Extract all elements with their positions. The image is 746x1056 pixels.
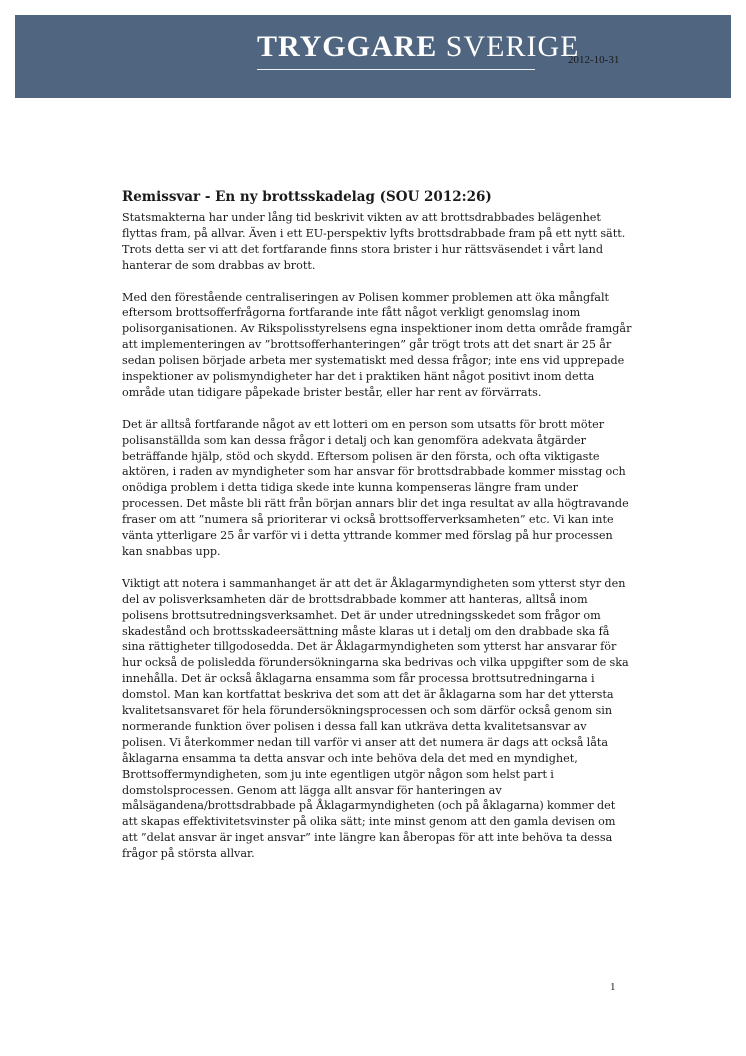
document-body xyxy=(122,189,632,878)
paragraph-2: Med den förestående centraliseringen av Polisen kommer problemen att öka mångfalt eftersom brottsofferfrågorna fortfarande inte fått något verkligt genomslag inom polisorganisationen. Av Rikspolisstyrelsens egna inspektioner inom detta område framgår att implementeringen av ”brottsofferhanteringen” går trögt trots att det snart är 25 år sedan polisen började arbeta mer systematiskt med dessa frågor; inte ens vid upprepade inspektioner av polismyndigheter har det i praktiken hänt något positivt inom detta område utan tidigare påpekade brister består, eller har rent av förvärrats. xyxy=(122,290,632,399)
document-date: 2012-10-31 xyxy=(568,54,620,66)
tryggare-sverige-logo xyxy=(257,30,579,64)
document-title: Remissvar - En ny brottsskadelag (SOU 2012:26) xyxy=(122,189,492,205)
paragraph-4: Viktigt att notera i sammanhanget är att det är Åklagarmyndigheten som ytterst styr den del av polisverksamheten där de brottsdrabbade kommer att hanteras, alltså inom polisens brottsutredningsverksamhet. Det är under utredningsskedet som frågor om skadestånd och brottsskadeersättning måste klaras ut i detalj om den drabbade ska få sina rättigheter tillgodosedda. Det är Åklagarmyndigheten som ytterst har ansvarar för hur också de polisledda förundersökningarna ska bedrivas och vilka uppgifter som de ska innehålla. Det är också åklagarna ensamma som får processa brottsutredningarna i domstol. Man kan kortfattat beskriva det som att det är åklagarna som har det yttersta kvalitetsansvaret för hela förundersökningsprocessen och som därför också genom sin normerande funktion över polisen i dessa fall kan utkräva detta kvalitetsansvar av polisen. Vi återkommer nedan till varför vi anser att det numera är dags att också låta åklagarna ensamma ta detta ansvar och inte behöva dela det med en myndighet, Brottsoffermyndigheten, som ju inte egentligen utgör någon som helst part i domstolsprocessen. Genom att lägga allt ansvar för hanteringen av målsägandena/brottsdrabbade på Åklagarmyndigheten (och på åklagarna) kommer det att skapas effektivitetsvinster på olika sätt; inte minst genom att den gamla devisen om att ”delat ansvar är inget ansvar” inte längre kan åberopas för att inte behöva ta dessa frågor på största allvar. xyxy=(122,576,629,861)
paragraph-1: Statsmakterna har under lång tid beskrivit vikten av att brottsdrabbades belägenhet flyttas fram, på allvar. Även i ett EU-perspektiv lyfts brottsdrabbade fram på ett nytt sätt. Trots detta ser vi att det fortfarande finns stora brister i hur rättsväsendet i vårt land hanterar de som drabbas av brott. xyxy=(122,211,626,272)
logo-word-sverige: SVERIGE xyxy=(445,30,580,63)
logo-underline xyxy=(257,69,535,70)
logo-word-tryggare: TRYGGARE xyxy=(257,30,438,63)
paragraph-3: Det är alltså fortfarande något av ett lotteri om en person som utsatts för brott möter polisanställda som kan dessa frågor i detalj och kan genomföra adekvata åtgärder beträffande hjälp, stöd och skydd. Eftersom polisen är den första, och ofta viktigaste aktören, i raden av myndigheter som har ansvar för brottsdrabbade kommer misstag och onödiga problem i detta tidiga skede inte kunna kompenseras längre fram under processen. Det måste bli rätt från början annars blir det inga resultat av alla högtravande fraser om att ”numera så prioriterar vi också brottsofferverksamheten” etc. Vi kan inte vänta ytterligare 25 år varför vi i detta yttrande kommer med förslag på hur processen kan snabbas upp. xyxy=(122,417,629,558)
page-number: 1 xyxy=(610,981,616,993)
